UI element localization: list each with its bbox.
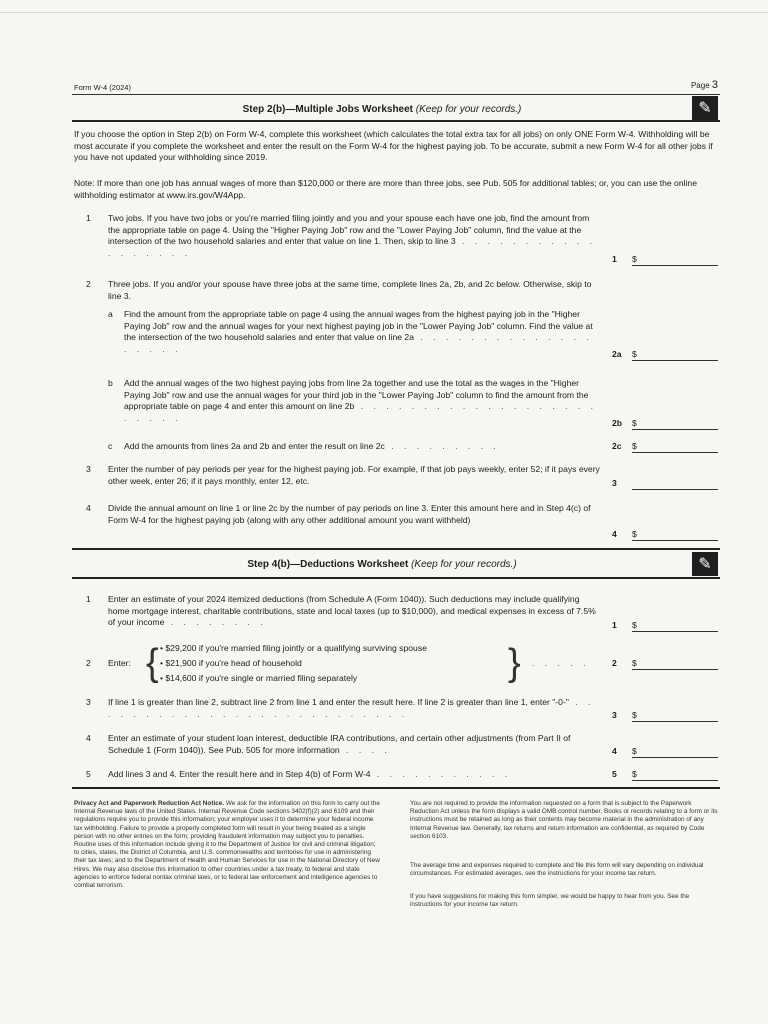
step2b-intro: If you choose the option in Step 2(b) on Form W-4, complete this worksheet (which calculates the total extra tax for all jobs) on only ONE Form W-4. Withholding will be most accurate if you complete the worksheet and enter the result on the Form W-4 for the highest paying job. To be accurate, submit a new Form W-4 for all other jobs if you have not updated your withholding since 2019. (74, 129, 713, 162)
s2-line3-number: 3 (86, 464, 91, 474)
s2-line2b-letter: b (108, 378, 113, 388)
s2-line2a-text: Find the amount from the appropriate table on page 4 using the annual wages from the highest paying job in the "Higher Paying Job" row and the annual wages for your next highest paying job in the "Lower Paying Job" column. Find the value at the intersection of the two household salaries and enter that value on line 2a . . . . . . . . . . . . . . . . . . . (124, 309, 593, 354)
footer-rule (72, 787, 720, 789)
step2b-note: Note: If more than one job has annual wages of more than $120,000 or there are more than three jobs, see Pub. 505 for additional tables; or, you can use the online withholding estimator at www.irs.gov/W4App. (74, 178, 697, 200)
step2b-rule (72, 120, 720, 122)
s2-line2c-ref: 2c (612, 441, 622, 451)
s2-line4-field[interactable] (632, 529, 718, 541)
s2-line2b-body: Add the annual wages of the two highest paying jobs from line 2a together and use the total as the wages in the "Higher Paying Job" row and use the annual wages for your third job in the "Lower Paying Job" column to find the amount from the appropriate table on page 4 and enter this amount on line 2b (124, 378, 589, 412)
s4-line5-body: Add lines 3 and 4. Enter the result here and in Step 4(b) of Form W-4 (108, 769, 371, 779)
s2-line3-ref: 3 (612, 478, 617, 488)
s2-line2b-ref: 2b (612, 418, 623, 428)
s4-line3-text: If line 1 is greater than line 2, subtract line 2 from line 1 and enter the result here. If line 2 is greater than line 1, enter "-0-" . . . . . . . . . . . . . . . . . . . . . . . . . . (108, 697, 595, 719)
s2-line2c-field[interactable] (632, 441, 718, 453)
left-brace: { (146, 642, 159, 684)
dollar-sign: $ (632, 620, 637, 630)
s2-line2a-field[interactable] (632, 349, 718, 361)
s2-line2c-text: Add the amounts from lines 2a and 2b and enter the result on line 2c . . . . . . . . . (124, 441, 500, 451)
step4b-top-rule (72, 548, 720, 550)
s2-line4-ref: 4 (612, 529, 617, 539)
scan-edge-line (0, 12, 768, 13)
form-name: Form W-4 (2024) (74, 83, 131, 92)
step4b-title-text: Step 4(b)—Deductions Worksheet (247, 559, 409, 570)
s4-line3-number: 3 (86, 697, 91, 707)
paperwork-right-p2: The average time and expenses required to complete and file this form will vary depending on individual circumstances. For estimated averages, see the instructions for your income tax return. (410, 862, 704, 878)
s4-line2-enter: Enter: (108, 658, 131, 668)
s4-line3-body: If line 1 is greater than line 2, subtract line 2 from line 1 and enter the result here. If line 2 is greater than line 1, enter "-0-" (108, 697, 569, 707)
s4-line4-number: 4 (86, 733, 91, 743)
s2-line3-field[interactable] (632, 478, 718, 490)
privacy-title: Privacy Act and Paperwork Reduction Act Notice. (74, 800, 225, 807)
s4-line1-ref: 1 (612, 620, 617, 630)
s4-line2-field[interactable] (632, 658, 718, 670)
s4-line2-opt3: • $14,600 if you're single or married filing separately (160, 673, 358, 683)
s4-line4-field[interactable] (632, 746, 718, 758)
s2-line2b-field[interactable] (632, 418, 718, 430)
paperwork-right-p1: You are not required to provide the information requested on a form that is subject to the Paperwork Reduction Act unless the form displays a valid OMB control number. Books or records relating to a form or its instructions must be retained as long as their contents may become material in the administration of any Internal Revenue law. Generally, tax returns and return information are confidential, as required by Code section 6103. (410, 800, 718, 840)
step2b-title-text: Step 2(b)—Multiple Jobs Worksheet (242, 104, 413, 115)
s2-line2-text: Three jobs. If you and/or your spouse have three jobs at the same time, complete lines 2a, 2b, and 2c below. Otherwise, skip to line 3. (108, 279, 592, 301)
privacy-notice (74, 800, 380, 890)
s2-line1-number: 1 (86, 213, 91, 223)
step4b-rule (72, 577, 720, 579)
s4-line2-ref: 2 (612, 658, 617, 668)
dollar-sign: $ (632, 769, 637, 779)
s4-line2-dots: . . . . . (532, 658, 590, 668)
s4-line5-text: Add lines 3 and 4. Enter the result here and in Step 4(b) of Form W-4 . . . . . . . . . . . (108, 769, 512, 779)
pencil-icon: ✎ (692, 96, 718, 120)
s2-line2-number: 2 (86, 279, 91, 289)
dollar-sign: $ (632, 710, 637, 720)
s2-line2a-letter: a (108, 309, 113, 319)
s2-line2c-letter: c (108, 441, 113, 451)
s4-line5-number: 5 (86, 769, 91, 779)
s4-line1-body: Enter an estimate of your 2024 itemized deductions (from Schedule A (Form 1040)). Such deductions may include qualifying home mortgage interest, charitable contributions, state and local taxes (up to $10,000), and medical expenses in excess of 7.5% of your income (108, 594, 596, 628)
paperwork-right-p3: If you have suggestions for making this form simpler, we would be happy to hear from you. See the instructions for your income tax return. (410, 893, 690, 909)
step4b-title (72, 559, 692, 570)
page-prefix: Page (690, 81, 710, 90)
s4-line3-field[interactable] (632, 710, 718, 722)
s2-line2a-body: Find the amount from the appropriate table on page 4 using the annual wages from the highest paying job in the "Higher Paying Job" row and the annual wages for your next highest paying job in the "Lower Paying Job" column. Find the value at the intersection of the two household salaries and enter that value on line 2a (124, 309, 593, 343)
page-label (691, 79, 718, 91)
s4-line2-opt1: • $29,200 if you're married filing jointly or a qualifying surviving spouse (160, 643, 427, 653)
s4-line1-text: Enter an estimate of your 2024 itemized deductions (from Schedule A (Form 1040)). Such deductions may include qualifying home mortgage interest, charitable contributions, state and local taxes (up to $10,000), and medical expenses in excess of 7.5% of your income . . . . . . . . (108, 594, 596, 628)
dollar-sign: $ (632, 254, 637, 264)
s2-line4-text: Divide the annual amount on line 1 or line 2c by the number of pay periods on line 3. Enter this amount here and in Step 4(c) of Form W-4 for the highest paying job (along with any other additional amount you want withheld) (108, 503, 591, 525)
dollar-sign: $ (632, 441, 637, 451)
s4-line4-body: Enter an estimate of your student loan interest, deductible IRA contributions, and certain other adjustments (from Part II of Schedule 1 (Form 1040)). See Pub. 505 for more information (108, 733, 571, 755)
step4b-keep: (Keep for your records.) (411, 559, 517, 570)
dollar-sign: $ (632, 746, 637, 756)
step2b-title (72, 104, 692, 115)
s4-line1-number: 1 (86, 594, 91, 604)
s4-line1-field[interactable] (632, 620, 718, 632)
s4-line4-text: Enter an estimate of your student loan interest, deductible IRA contributions, and certain other adjustments (from Part II of Schedule 1 (Form 1040)). See Pub. 505 for more information . . . . (108, 733, 571, 755)
s2-line1-text: Two jobs. If you have two jobs or you're married filing jointly and you and your spouse each have one job, find the amount from the appropriate table on page 4. Using the "Higher Paying Job" row and the "Lower Paying Job" column, find the value at the intersection of the two household salaries and enter that value on line 1. Then, skip to line 3 . . . . . . . . . . . . . . . . . . (108, 213, 597, 258)
step2b-keep: (Keep for your records.) (415, 104, 522, 115)
s2-line1-field[interactable] (632, 254, 718, 266)
s2-line2b-text: Add the annual wages of the two highest paying jobs from line 2a together and use the total as the wages in the "Higher Paying Job" row and use the annual wages for your third job in the "Lower Paying Job" column to find the amount from the appropriate table on page 4 and enter this amount on line 2b . . . . . . . . . . . . . . . . . . . . . . . . (124, 378, 598, 423)
s2-line2a-ref: 2a (612, 349, 622, 359)
privacy-text: We ask for the information on this form to carry out the Internal Revenue laws of the United States. Internal Revenue Code sections 3402(f)(2) and 6109 and their regulations require you to provide this information; your employer uses it to determine your federal income tax withholding. Failure to provide a properly completed form will result in your being treated as a single person with no other entries on the form; providing fraudulent information may subject you to penalties. Routine uses of this information include giving it to the Department of Justice for civil and criminal litigation; to cities, states, the District of Columbia, and U.S. commonwealths and territories for use in administering their tax laws; and to the Department of Health and Human Services for use in the National Directory of New Hires. We may also disclose this information to other countries under a tax treaty, to federal and state agencies to enforce federal nontax criminal laws, or to federal law enforcement and intelligence agencies to combat terrorism. (74, 800, 380, 890)
s4-line3-ref: 3 (612, 710, 617, 720)
s4-line4-ref: 4 (612, 746, 617, 756)
s2-line1-body: Two jobs. If you have two jobs or you're married filing jointly and you and your spouse each have one job, find the amount from the appropriate table on page 4. Using the "Higher Paying Job" row and the "Lower Paying Job" column, find the value at the intersection of the two household salaries and enter that value on line 1. Then, skip to line 3 (108, 213, 590, 247)
s4-line2-number: 2 (86, 658, 91, 668)
dollar-sign: $ (632, 418, 637, 428)
dollar-sign: $ (632, 658, 637, 668)
dollar-sign: $ (632, 349, 637, 359)
s2-line3-text: Enter the number of pay periods per year for the highest paying job. For example, if that job pays weekly, enter 52; if it pays every other week, enter 26; if it pays monthly, enter 12, etc. (108, 464, 600, 486)
header-rule (72, 94, 720, 95)
dollar-sign: $ (632, 529, 637, 539)
right-brace: } (508, 642, 521, 684)
s2-line1-ref: 1 (612, 254, 617, 264)
s4-line5-ref: 5 (612, 769, 617, 779)
page-number: 3 (711, 79, 718, 91)
s4-line2-opt2: • $21,900 if you're head of household (160, 658, 302, 668)
s2-line4-number: 4 (86, 503, 91, 513)
pencil-icon: ✎ (692, 552, 718, 576)
s2-line2c-body: Add the amounts from lines 2a and 2b and enter the result on line 2c (124, 441, 385, 451)
s4-line5-field[interactable] (632, 769, 718, 781)
